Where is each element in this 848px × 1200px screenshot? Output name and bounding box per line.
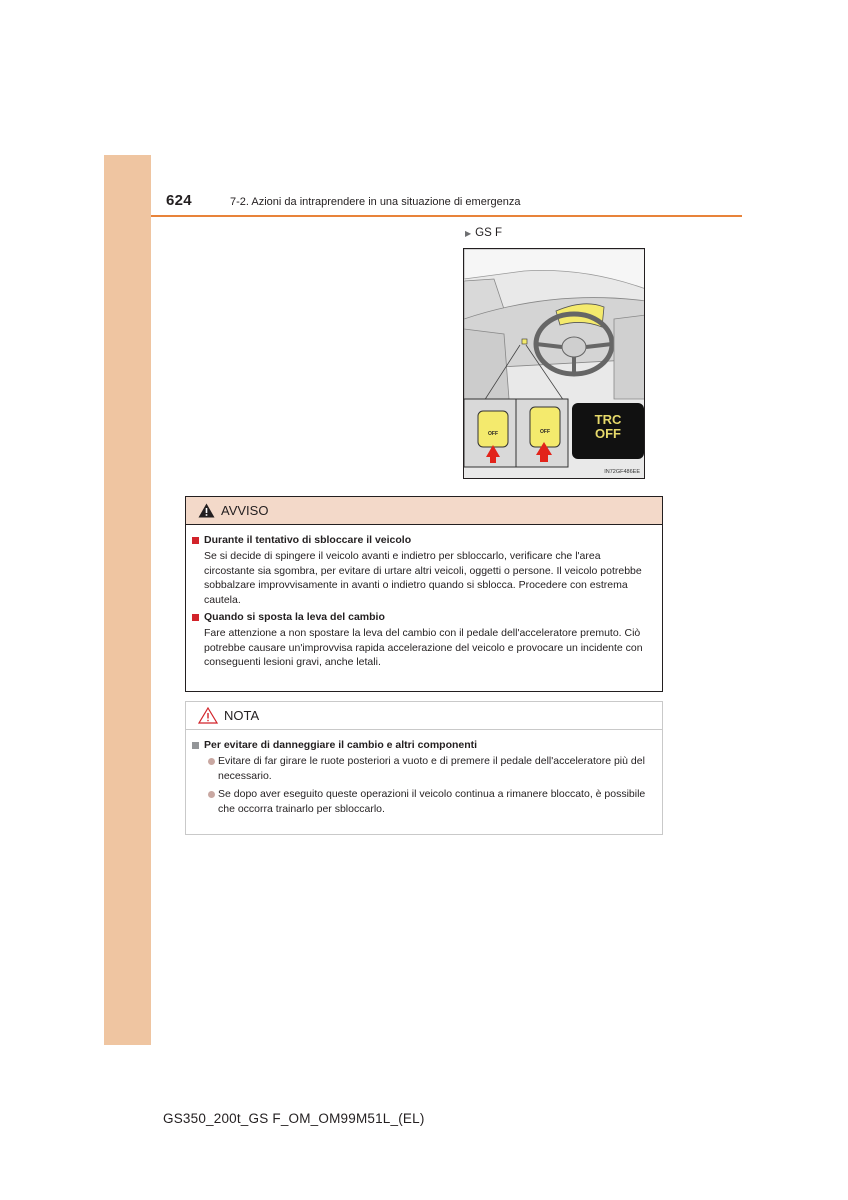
warning-item-text: Se si decide di spingere il veicolo avanti e indietro per sbloccarlo, verificare che l'area circostante sia sgombra, per evitare di urtare altri veicoli, oggetti o persone. Il veicolo potrebbe sobbalzare improvvisamente in avanti o indietro quando si sblocca. Procedere con estrema cautela. <box>204 550 642 606</box>
warning-item-title: Quando si sposta la leva del cambio <box>204 611 385 623</box>
warning-item-text: Fare attenzione a non spostare la leva del cambio con il pedale dell'acceleratore premuto. Ciò potrebbe causare un'improvvisa rapida accelerazione del veicolo e provocare un incidente con conseguenti lesioni gravi, anche letali. <box>204 627 643 668</box>
warning-item-title: Durante il tentativo di sbloccare il veicolo <box>204 534 412 546</box>
page-number: 624 <box>166 192 192 209</box>
dashboard-drawing <box>464 249 645 479</box>
trc-off-indicator <box>572 413 644 441</box>
trc-button-left-label: OFF <box>488 431 498 437</box>
figure-caption <box>465 227 502 239</box>
document-footer: GS350_200t_GS F_OM_OM99M51L_(EL) <box>163 1111 425 1126</box>
chapter-side-tab <box>104 155 151 1045</box>
header-divider <box>151 215 742 217</box>
warning-box <box>185 496 663 692</box>
note-item-title-text: Per evitare di danneggiare il cambio e altri componenti <box>204 739 478 751</box>
warning-item <box>192 611 652 670</box>
caution-outline-icon <box>198 707 218 724</box>
note-title: NOTA <box>224 708 260 723</box>
warning-title: AVVISO <box>221 503 269 518</box>
note-item-title <box>192 739 652 751</box>
dashboard-illustration <box>463 248 645 479</box>
trc-button-right-label: OFF <box>540 429 550 435</box>
warning-header <box>186 497 662 525</box>
note-header <box>186 702 662 730</box>
warning-triangle-icon <box>198 503 215 518</box>
section-title: 7-2. Azioni da intraprendere in una situazione di emergenza <box>230 196 521 208</box>
red-square-bullet-icon <box>192 537 199 544</box>
red-square-bullet-icon <box>192 614 199 621</box>
indicator-line-2: OFF <box>595 426 621 441</box>
indicator-line-1: TRC <box>594 412 622 427</box>
note-box <box>185 701 663 835</box>
gray-square-bullet-icon <box>192 742 199 749</box>
figure-code: IN72GF486EE <box>604 469 640 475</box>
figure-caption-text: GS F <box>475 227 502 239</box>
note-bullet: Se dopo aver eseguito queste operazioni il veicolo continua a rimanere bloccato, è possibile che occorra trainarlo per sbloccarlo. <box>192 787 652 816</box>
note-bullet: Evitare di far girare le ruote posteriori a vuoto e di premere il pedale dell'acceleratore più del necessario. <box>192 754 652 783</box>
warning-item <box>192 534 652 607</box>
caption-triangle-icon: ▶ <box>465 228 472 238</box>
